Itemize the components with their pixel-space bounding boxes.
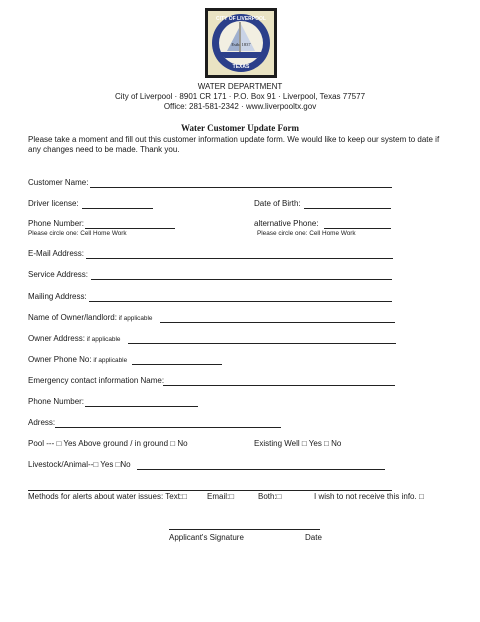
alt-phone-line[interactable]	[324, 228, 391, 229]
signature-line[interactable]	[169, 529, 320, 530]
city-seal-logo	[205, 8, 277, 78]
owner-phone-label: Owner Phone No: if applicable	[28, 355, 128, 364]
owner-address-line[interactable]	[128, 343, 396, 344]
existing-well-choice[interactable]: Existing Well □ Yes □ No	[254, 439, 342, 448]
department-address: City of Liverpool · 8901 CR 171 · P.O. Box 91 · Liverpool, Texas 77577	[114, 92, 366, 101]
owner-name-label: Name of Owner/landlord: if applicable	[28, 313, 153, 322]
date-of-birth-line[interactable]	[304, 208, 391, 209]
livestock-choice[interactable]: Livestock/Animal--□ Yes □No	[28, 460, 131, 469]
email-label: E-Mail Address:	[28, 249, 85, 258]
alt-phone-type-choice[interactable]: Please circle one: Cell Home Work	[257, 230, 356, 237]
livestock-line[interactable]	[137, 469, 385, 470]
customer-name-line[interactable]	[90, 187, 392, 188]
signature-date-label: Date	[305, 533, 322, 542]
pool-choice[interactable]: Pool --- □ Yes Above ground / in ground □ No	[28, 439, 188, 448]
seal-established: Estb. 1837	[231, 42, 251, 47]
emergency-contact-label: Emergency contact information Name:	[28, 376, 165, 385]
customer-name-label: Customer Name:	[28, 178, 89, 187]
emergency-contact-line[interactable]	[163, 385, 395, 386]
owner-phone-note: if applicable	[91, 357, 128, 364]
owner-name-note: if applicable	[116, 315, 153, 322]
alerts-email-choice[interactable]: Email:□	[207, 492, 235, 501]
blank-line[interactable]	[28, 490, 392, 491]
form-intro-line1: Please take a moment and fill out this customer information update form. We would like to keep our system to date if	[28, 135, 440, 144]
phone-number-label: Phone Number:	[28, 219, 85, 228]
emergency-phone-line[interactable]	[85, 406, 198, 407]
emergency-phone-label: Phone Number:	[28, 397, 85, 406]
department-name: WATER DEPARTMENT	[197, 82, 283, 91]
emergency-address-label: Adress:	[28, 418, 56, 427]
alerts-text-choice[interactable]: Methods for alerts about water issues: Text:□	[28, 492, 187, 501]
service-address-line[interactable]	[91, 279, 392, 280]
form-intro-line2: any changes need to be made. Thank you.	[28, 145, 180, 154]
owner-name-line[interactable]	[160, 322, 395, 323]
phone-number-line[interactable]	[85, 228, 175, 229]
owner-phone-line[interactable]	[132, 364, 222, 365]
applicant-signature-label: Applicant's Signature	[169, 533, 244, 542]
mailing-address-label: Mailing Address:	[28, 292, 87, 301]
form-title: Water Customer Update Form	[181, 123, 299, 133]
alerts-optout-choice[interactable]: I wish to not receive this info. □	[314, 492, 424, 501]
date-of-birth-label: Date of Birth:	[254, 199, 301, 208]
alerts-both-choice[interactable]: Both:□	[258, 492, 282, 501]
seal-state: TEXAS	[232, 64, 250, 70]
service-address-label: Service Address:	[28, 270, 89, 279]
driver-license-line[interactable]	[82, 208, 153, 209]
owner-address-note: if applicable	[84, 336, 121, 343]
phone-type-choice[interactable]: Please circle one: Cell Home Work	[28, 230, 127, 237]
seal-city-text: CITY OF LIVERPOOL	[216, 16, 266, 22]
email-line[interactable]	[86, 258, 393, 259]
driver-license-label: Driver license:	[28, 199, 79, 208]
alt-phone-label: alternative Phone:	[254, 219, 319, 228]
emergency-address-line[interactable]	[55, 427, 281, 428]
mailing-address-line[interactable]	[89, 301, 392, 302]
owner-address-label: Owner Address: if applicable	[28, 334, 121, 343]
department-contact: Office: 281-581-2342 · www.liverpooltx.gov	[163, 102, 317, 111]
